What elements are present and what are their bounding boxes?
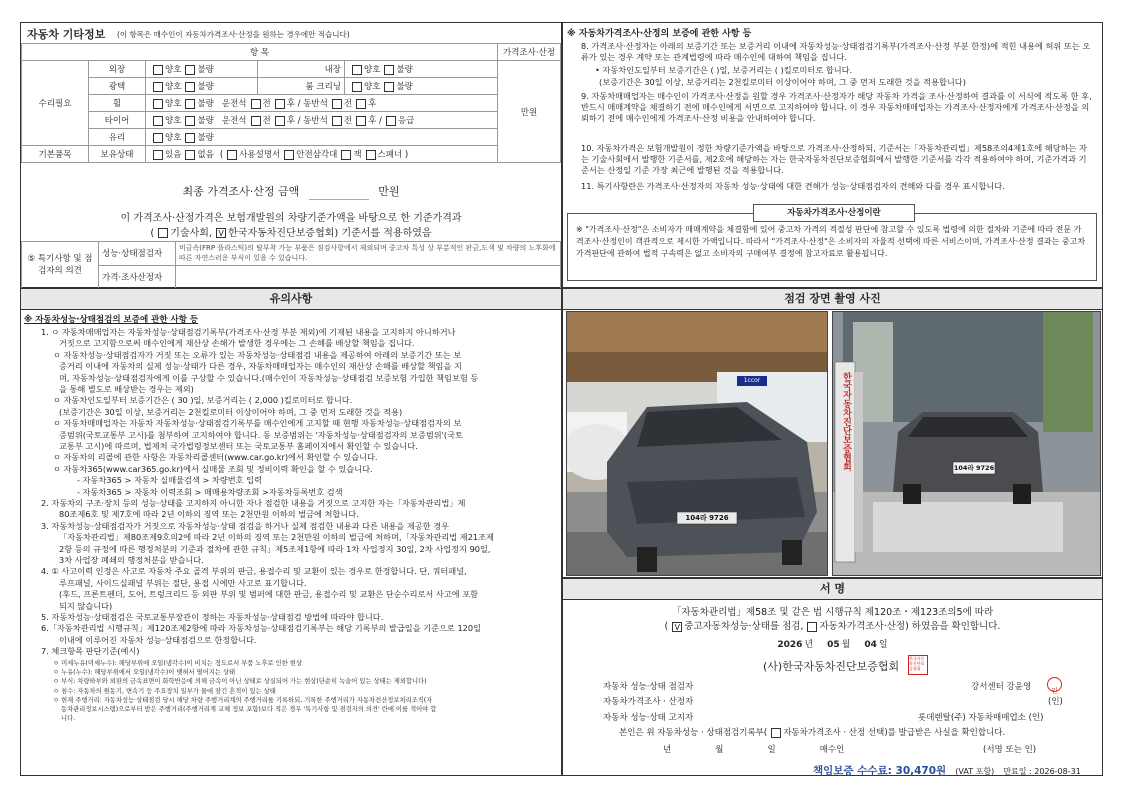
notes-line: 「자동차관리법」제80조제9호의2에 따라 2년 이하의 징역 또는 2천만원 이하의 벌금에 처하며,「자동차관리법 제21조제 [59,532,494,543]
checkbox[interactable] [153,99,163,109]
issuer-seal [908,655,928,675]
notes-line: 4. ① 사고이력 인정은 사고로 자동차 주요 골격 부위의 판금, 용접수리 및 교환이 있는 경우로 한정합니다. 단, 쿼터패널, [41,566,467,577]
checkbox[interactable] [384,82,394,92]
checkbox[interactable] [356,99,366,109]
row-label: 광택 [89,78,146,95]
option-label: 불량 [197,116,214,126]
notes-line: - 자동차365 > 자동차 실매물검색 > 차량번호 입력 [77,475,262,486]
option-label: 자동차가격조사·산정) 하였음을 확인합니다. [819,621,1001,632]
signature-panel [562,578,1103,776]
notes-line: 증범위(국토교통부 고시)를 첨부하여 고지하여야 합니다. 동 보증범위는 '자동차성능·상태점검자의 보증범위'(국토 [59,429,463,440]
option-label: 스패너 ) [377,150,409,160]
association-banner: 한국자동차진단보증협회 [841,372,851,471]
inspector-label: 성능·상태점검자 [99,242,176,266]
seal-text: 인 [1051,687,1058,695]
repair-table [21,43,561,163]
option-label: 잭 [353,150,362,160]
inspector-row-value: 강서센터 강윤영 [971,682,1032,692]
option-label: 응급 [397,116,415,126]
checkbox[interactable] [386,116,396,126]
inspector-opinion [176,242,561,266]
date-unit: 월 [715,745,724,755]
fee-note: (VAT 포함) [955,767,995,776]
checkbox[interactable] [158,228,168,238]
col-price-header: 가격조사·산정 [498,44,561,61]
sign-date [563,637,1102,650]
notes-line: 루프패널, 사이드실패널 부위는 절단, 용접 시에만 사고로 표기합니다. [59,577,307,588]
option-label: 있음 [165,150,182,160]
option-label: 후 / 동반석 [286,116,328,126]
panel-title-bar [21,23,561,44]
checkbox[interactable] [275,99,285,109]
row-label: 외장 [89,61,146,78]
inspection-photo-front [566,311,828,576]
checkbox[interactable] [185,65,195,75]
fee-amount: 책임보증 수수료: 30,470원 [813,765,947,777]
option-label: 전 [343,116,353,126]
checkbox[interactable] [153,116,163,126]
notes-line: ㅇ 자동차365(www.car365.go.kr)에서 실매물 조회 및 정비이력 확인을 할 수 있습니다. [53,463,373,474]
notes-header: 유의사항 [21,289,561,310]
checkbox[interactable] [153,150,163,160]
date-unit: 일 [878,640,888,650]
guarantee-item: 9. 자동차매매업자는 매수인이 가격조사·산정을 원할 경우 가격조사·산정자가 해당 자동차 가격을 조사·산정하여 결과를 이 서식에 적도록 한 후, 반드시 매매계약을 체결하기 전에 매수인에게 서면으로 고지하여야 합니다. 이 경우 자동차매매업자는 가격조사·산정자에게 가격조사·산정을 의뢰하기 전에 매수인에게 가격조사·산정 비용을 안내하여야 합니다. [581,91,1092,123]
col-item-header: 항 목 [22,44,498,61]
notes-line: 2. 자동차의 구조·장치 등의 성능·상태를 고지하지 아니한 자나 점검한 내용을 거짓으로 고지한 자는「자동차관리법」제 [41,498,466,508]
checkbox[interactable] [384,65,394,75]
option-label: 전 [262,99,271,109]
row-label: 휠 [89,95,146,112]
row-options [146,61,258,78]
notes-line: 교통부 고시)에 따르며, 법제처 국가법령정보센터 또는 국토교통부 홈페이지에서 확인할 수 있습니다. [59,441,418,451]
checkbox[interactable] [153,65,163,75]
option-label: 후 / [368,116,382,126]
notes-line: 을 통해 별도로 배상받는 경우는 제외) [59,384,194,394]
option-label: 양호 [364,65,381,75]
row-options [345,78,498,95]
row-label: 룸 크리닝 [258,78,345,95]
signature-header: 서 명 [563,579,1102,600]
car-photo-rear-drawing [833,312,1101,576]
assessment-definition-box [567,208,1097,281]
notes-line: 3. 자동차성능·상태점검자가 거짓으로 자동차성능·상태 점검을 하거나 실제 점검한 내용과 다른 내용을 제공한 경우 [41,520,450,531]
paren: ( [150,228,155,239]
panel-title: 자동차 기타정보 [27,28,106,41]
basis-line-1: 이 가격조사·산정가격은 보험개발원의 차량기준가액을 바탕으로 한 기준가격과 [120,213,462,224]
notifier-row-label: 자동차 성능·상태 고지자 [603,713,694,723]
special-notes-text: ⑤ 특기사항 및 점검자의 의견 [27,254,93,276]
row-label: 내장 [258,61,345,78]
notes-line: ㅇ 자동차매매업자는 자동차 자동차성능·상태점검기록부를 매수인에게 고지할 때 현행 자동차성능·상태점검자의 보 [53,418,462,429]
inspector-seal [1047,677,1062,695]
option-label: 양호 [165,82,182,92]
inspector-opinion-text: 비금속(FRP 플라스틱)의 탈부착 가능 부품은 점검사항에서 제외되며 중고차 특성 상 부분적인 판금,도색 및 차량의 노후화에 따른 자연스러운 부식이 있을 수 있습니다. [179,244,556,263]
buyer-date-row [663,743,844,755]
row-options [146,78,258,95]
final-price-input[interactable] [309,185,369,200]
notes-line: 되지 않습니다) [59,600,113,611]
checkbox[interactable] [807,622,817,632]
notes-title: ※ 자동차성능·상태점검의 보증에 관한 사항 등 [24,315,199,325]
notes-line: 6.「자동차관리법 시행규칙」제120조제2항에 따라 자동차성능·상태점검기록부는 해당 기록부의 발급일을 기준으로 120일 [41,623,481,634]
assessment-definition-text: ※ "가격조사·산정"은 소비자가 매매계약을 체결함에 있어 중고차 가격의 적절성 판단에 참고할 수 있도록 법령에 의한 절차와 기준에 따라 전문 가격조사·산정인이 객관적으로 제시한 가액입니다. 따라서 "가격조사·산정"은 소비자의 자율적 선택에 따른 서비스이며, 가격조사·산정 결과는 중고차 가격판단에 관하여 법적 구속력은 없고 소비자의 구매여부 결정에 참고자료로 활용됩니다. [576,225,1086,258]
final-price-row [21,183,561,203]
option-label: 양호 [364,82,381,92]
checkbox[interactable] [275,116,285,126]
basis-line-2 [21,224,561,239]
notes-line: - 자동차365 > 자동차 이력조회 > 매매용차량조회 >자동차등록번호 검색 [77,486,343,497]
option-label: 전 [262,116,271,126]
checkbox[interactable] [251,99,261,109]
checkbox[interactable] [352,82,362,92]
price-guarantee-title: ※ 자동차가격조사·산정의 보증에 관한 사항 등 [567,29,752,39]
sign-line-1: 「자동차관리법」제58조 및 같은 법 시행규칙 제120조・제123조의5에 따라 [671,607,994,618]
checkbox[interactable] [332,116,342,126]
guarantee-item: (보증기간은 30일 이상, 보증거리는 2천킬로미터 이상이어야 하며, 그 중 먼저 도래한 것을 적용합니다) [599,77,966,87]
notes-line: 2항 등의 규정에 따른 행정처분의 기준과 절차에 관한 규칙」제5조제1항에 따라 1차 사업정지 30일, 2차 사업정지 90일, [59,543,491,554]
basic-items-label: 기본품목 [22,146,89,163]
fee-line [813,759,1081,778]
special-notes-table [21,241,561,289]
checkbox[interactable] [185,82,195,92]
checkbox[interactable] [251,116,261,126]
checkbox[interactable] [185,133,195,143]
issuer-org: (사)한국자동차진단보증협회 [763,660,900,673]
guarantee-item: • 자동차인도일부터 보증기간은 ( )일, 보증거리는 ( )킬로미터로 합니다. [595,65,853,75]
notes-line: 3차 사업장 폐쇄의 행정처분을 받습니다. [59,555,204,565]
row-options [146,146,498,163]
row-label: 타이어 [89,112,146,129]
final-price-label: 최종 가격조사·산정 금액 [182,185,300,198]
option-label: 중고자동차성능·상태를 점검, [684,621,804,632]
notes-line: (후드, 프론트펜더, 도어, 트렁크리드 등 외판 부위 및 범퍼에 대한 판금, 용접수리 및 교환은 단순수리로서 사고에 포함 [59,589,479,600]
vehicle-other-info-panel [20,22,562,288]
notes-panel [20,288,562,776]
option-label: 한국자동차진단보증협회) 기준서를 적용하였음 [228,228,432,239]
option-label: 양호 [165,99,182,109]
assessor-row-label: 자동차가격조사 · 산정자 [603,697,694,707]
date-unit: 년 [804,640,814,650]
checkbox[interactable] [332,99,342,109]
notes-line: ㅇ 미세누유(미세누수): 해당부위에 오일(냉각수)이 비치는 정도로서 부품 노후로 인한 현상 [53,659,302,667]
row-options [146,95,498,112]
final-price-unit: 만원 [378,185,400,198]
notes-line: 니다. [61,715,76,723]
sign-line-2 [563,618,1102,632]
date-month: 05 [827,640,840,650]
option-label: 후 [368,99,377,109]
license-plate: 104라 9726 [953,464,995,472]
seal-text: 한국자동차진단보증협회 [909,656,925,671]
option-label: ( [219,150,224,160]
guarantee-item: 8. 가격조사·산정자는 아래의 보증기간 또는 보증거리 이내에 자동차성능·상태점검기록부(가격조사·산정 부분 한정)에 적힌 내용에 허위 또는 오류가 있는 경우 계약 또는 관계법령에 따라 매수인에 대하여 책임을 집니다. [581,41,1091,62]
row-options [345,61,498,78]
confirm-text: 자동차가격조사 · 산정 선택)를 발급받은 사실을 확인합니다. [783,728,1006,738]
inspection-photo-rear [832,311,1101,576]
option-label: 불량 [396,82,413,92]
option-label: 사용설명서 [239,150,281,160]
date-unit: 월 [841,640,851,650]
notes-line: 증거리 이내에 자동차의 실제 성능·상태가 다른 경우, 자동차매매업자는 매수인의 재산상 손해를 배상할 책임을 지 [59,361,462,372]
checkbox-checked[interactable]: V [672,622,682,632]
guarantee-item: 10. 자동차가격은 보험개발원이 정한 차량기준가액을 바탕으로 가격조사·산정하되, 기준서는「자동차관리법」제58조의4제1호에 해당하는 자는 기술사회에서 발행한 기준서를, 제2호에 해당하는 자는 한국자동차진단보증협회에서 발행한 기준서를 각각 적용하여야 하며, 기준가격과 기준서는 산정일 기준 가장 최근에 발행된 것을 적용합니다. [581,143,1087,175]
checkbox[interactable] [771,728,781,738]
checkbox[interactable] [227,150,237,160]
notes-line: ㅇ 자동차성능·상태점검자가 거짓 또는 오류가 있는 자동차성능·상태점검 내용을 제공하여 아래의 보증기간 또는 보 [53,349,462,360]
option-label: 기술사회, [170,228,213,239]
option-label: 양호 [165,65,182,75]
panel-title-note: (이 항목은 매수인이 자동차가격조사·산정을 원하는 경우에만 적습니다) [117,30,350,39]
shop-sign: 1ccor [743,377,761,384]
assessment-definition-title: 자동차가격조사·산정이란 [753,204,915,222]
option-label: 후 / 동반석 [286,99,328,109]
price-assessor-label: 가격·조사산정자 [99,265,176,289]
option-label: 불량 [197,65,214,75]
price-guarantee-panel [562,22,1103,288]
option-label: 양호 [165,116,182,126]
option-label: 운전석 [221,116,247,126]
special-notes-label [22,242,99,289]
checkbox[interactable] [356,116,366,126]
option-label: 안전삼각대 [296,150,338,160]
row-label: 보유상태 [89,146,146,163]
option-label: 운전석 [221,99,247,109]
photos-panel [562,288,1103,578]
option-label: 양호 [165,133,182,143]
notes-line: 5. 자동차성능·상태점검은 국토교통부장관이 정하는 자동차성능·상태점검 방법에 따라야 합니다. [41,612,384,622]
notes-line: 1. ㅇ 자동차매매업자는 자동차성능·상태점검기록부(가격조사·산정 부분 제외)에 기재된 내용을 고지하지 아니하거나 [41,327,456,337]
checkbox[interactable] [352,65,362,75]
notifier-row-value: 롯데렌탈(주) 자동차매매업소 (인) [918,713,1044,723]
notes-line: 이내에 이루어진 자동차 성능·상태점검으로 한정합니다. [59,634,257,645]
checkbox[interactable] [185,99,195,109]
date-year: 2026 [777,640,803,650]
row-options [146,129,498,146]
confirm-text: 본인은 위 자동차성능 · 상태점검기록부( [619,728,768,738]
buyer-confirm-line [619,726,1005,738]
price-unit: 만원 [498,61,561,163]
notes-line: ㅇ 자동차의 리콜에 관한 사항은 자동차리콜센터(www.car.go.kr)에서 확인할 수 있습니다. [53,452,378,463]
checkbox-checked[interactable]: V [216,228,226,238]
date-unit: 일 [767,745,776,755]
checkbox[interactable] [341,150,351,160]
guarantee-item: 11. 특기사항란은 가격조사·산정자의 자동차 성능·상태에 대한 견해가 성능·상태점검자의 견해와 다를 경우 표시합니다. [581,181,1005,191]
checkbox[interactable] [185,116,195,126]
assessor-row-value: (인) [1048,697,1063,707]
option-label: 불량 [197,133,214,143]
option-label: 불량 [396,65,413,75]
notes-line: 7. 체크항목 판단기준(예시) [41,646,140,657]
notes-line: ㅇ 현재 주행거리: 자동차성능·상태점검 당시 해당 차량 주행거리계의 주행거리를 기록하되, 기록한 주행거리가 자동차전산정보처리조직(자 [53,696,433,704]
notes-line: ㅇ 부식: 차량하부와 외판의 금속표면이 화학반응에 의해 금속이 아닌 상태로 상실되어 가는 현상(단순히 녹슬어 있는 상태는 제외합니다) [53,678,427,686]
option-label: 없음 [197,150,214,160]
checkbox[interactable] [366,150,376,160]
buyer-sign[interactable]: (서명 또는 인) [983,745,1037,755]
checkbox[interactable] [153,82,163,92]
checkbox[interactable] [284,150,294,160]
photos-header: 점검 장면 촬영 사진 [563,289,1102,310]
row-label: 유리 [89,129,146,146]
option-label: 전 [343,99,353,109]
license-plate: 104라 9726 [685,514,729,522]
price-assessor-opinion[interactable] [176,265,561,289]
notes-line: ㅇ 자동차인도일부터 보증기간은 ( 30 )일, 보증거리는 ( 2,000 )킬로미터로 합니다. [53,395,353,406]
notes-line: ㅇ 누유(누수): 해당부위에서 오일(냉각수)이 맺혀서 떨어지는 상태 [53,668,236,676]
row-options [146,112,498,129]
notes-line: 거짓으로 고지함으로써 매수인에게 재산상 손해가 발생한 경우에는 그 손해를 배상할 책임을 집니다. [59,338,415,349]
date-unit: 년 [663,745,672,755]
paren: ( [664,621,669,632]
notes-line: 동차관리정보시스템)으로부터 받은 주행거리(주행거리계 교체 정보 포함)보다 적은 경우 '특기사항 및 점검자의 의견' 란에 이를 적어야 합 [61,706,437,714]
option-label: 불량 [197,82,214,92]
repair-group-label: 수리필요 [22,61,89,146]
expiry-date: 만료일 : 2026-08-31 [1003,767,1081,776]
notes-line: (보증기간은 30일 이상, 보증거리는 2천킬로미터 이상이어야 하며, 그 중 먼저 도래한 것을 적용) [59,406,403,417]
checkbox[interactable] [185,150,195,160]
notes-line: 80조제6호 및 제7호에 따라 2년 이하의 징역 또는 2천만원 이하의 벌금에 처합니다. [59,509,359,520]
notes-line: ㅇ 침수: 자동차의 원동기, 변속기 등 주요장치 일부가 물에 잠긴 흔적이 있는 상태 [53,687,276,695]
option-label: 불량 [197,99,214,109]
inspector-row-label: 자동차 성능·상태 점검자 [603,682,694,692]
car-photo-front-drawing [567,312,828,576]
checkbox[interactable] [153,133,163,143]
notes-line: 며, 자동차성능·상태점검자에게 이를 구상할 수 있습니다.(매수인이 자동차성능·상태점검 보증보험 가입한 책임보험 등 [59,372,479,383]
buyer-label: 매수인 [819,745,845,755]
date-day: 04 [864,640,877,650]
